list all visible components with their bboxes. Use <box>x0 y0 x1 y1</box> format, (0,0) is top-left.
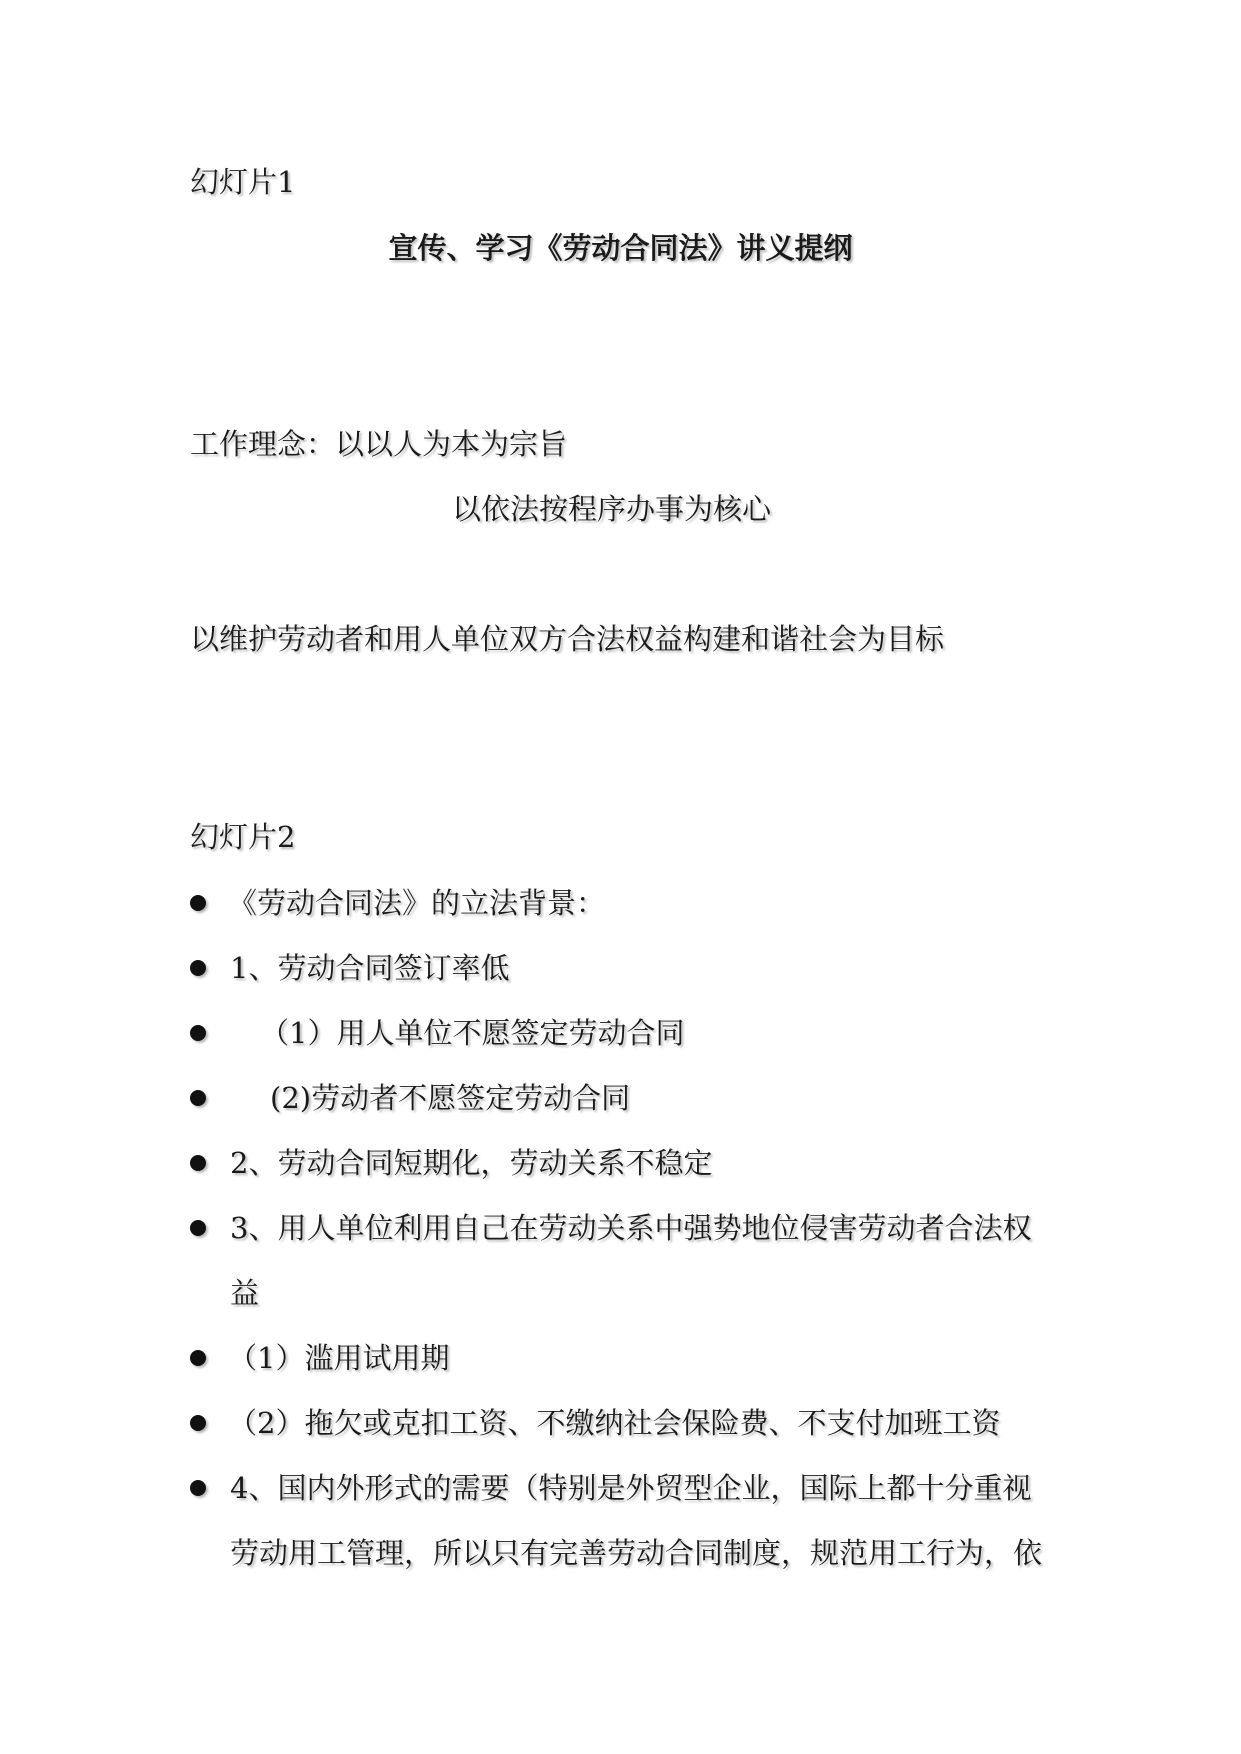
slide2-label: 幻灯片2 <box>190 820 296 854</box>
list-item-text: （1）滥用试用期 <box>228 1341 450 1375</box>
work-concept-line3: 以维护劳动者和用人单位双方合法权益构建和谐社会为目标 <box>190 622 945 656</box>
bullet-icon <box>190 1415 206 1431</box>
bullet-icon <box>190 1025 206 1041</box>
list-item-text: 3、用人单位利用自己在劳动关系中强势地位侵害劳动者合法权 <box>230 1211 1032 1245</box>
list-item-text: (2)劳动者不愿签定劳动合同 <box>270 1081 631 1115</box>
bullet-icon <box>190 960 206 976</box>
bullet-icon <box>190 895 206 911</box>
list-item-text: （2）拖欠或克扣工资、不缴纳社会保险费、不支付加班工资 <box>228 1406 1001 1440</box>
document-title: 宣传、学习《劳动合同法》讲义提纲 <box>388 231 853 265</box>
bullet-icon <box>190 1220 206 1236</box>
bullet-icon <box>190 1090 206 1106</box>
list-item-text: 4、国内外形式的需要（特别是外贸型企业，国际上都十分重视 <box>230 1471 1032 1505</box>
list-item-continuation: 益 <box>230 1276 260 1310</box>
slide1-label: 幻灯片1 <box>190 165 296 199</box>
list-item-text: 2、劳动合同短期化，劳动关系不稳定 <box>230 1146 713 1180</box>
list-item-continuation: 劳动用工管理，所以只有完善劳动合同制度，规范用工行为，依 <box>230 1536 1043 1570</box>
work-concept-line1: 工作理念：以以人为本为宗旨 <box>190 427 568 461</box>
list-item-text: 1、劳动合同签订率低 <box>230 951 510 985</box>
bullet-icon <box>190 1480 206 1496</box>
list-item-text: （1）用人单位不愿签定劳动合同 <box>260 1016 685 1050</box>
bullet-icon <box>190 1155 206 1171</box>
list-item-text: 《劳动合同法》的立法背景： <box>228 886 606 920</box>
work-concept-line2: 以依法按程序办事为核心 <box>452 492 772 526</box>
bullet-icon <box>190 1350 206 1366</box>
